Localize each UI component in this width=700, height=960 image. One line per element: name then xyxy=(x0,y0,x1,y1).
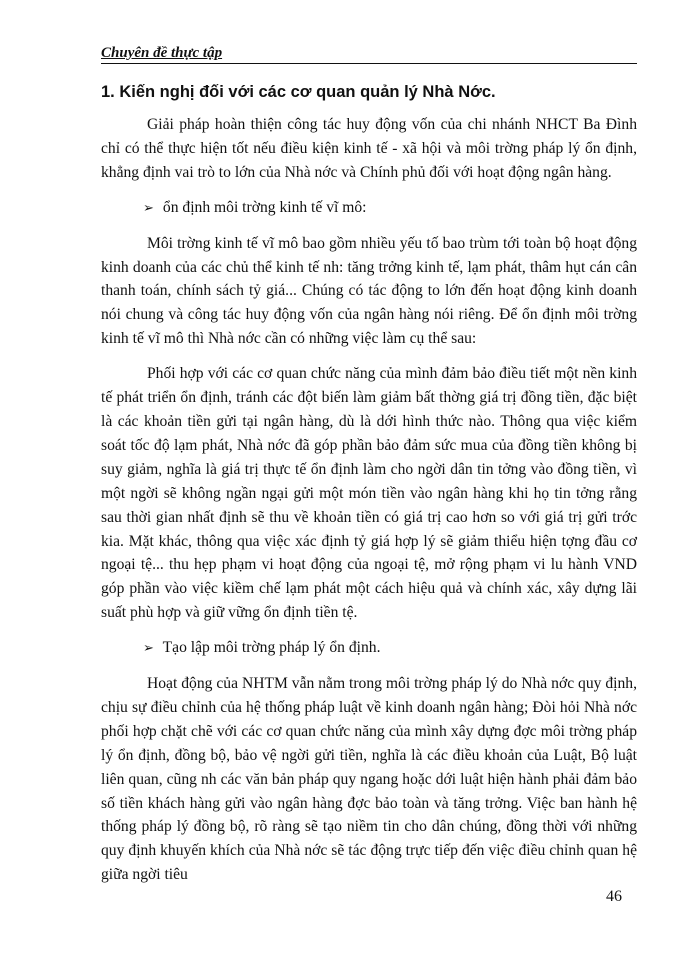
arrowhead-bullet-icon: ➢ xyxy=(143,200,154,216)
paragraph-legal: Hoạt động của NHTM vẫn nằm trong môi trờng pháp lý do Nhà nớc quy định, chịu sự điều chỉnh của hệ thống pháp luật về kinh doanh ngân hàng; Đòi hỏi Nhà nớc phối hợp chặt chẽ với các cơ quan chức năng của mình xây dựng đợc môi trờng pháp lý ổn định, đồng bộ, bảo vệ ngời gửi tiền, nghĩa là các điều khoản của Luật, Bộ luật liên quan, cũng nh các văn bản pháp quy ngang hoặc dới luật hiện hành phải đảm bảo số tiền khách hàng gửi vào ngân hàng đợc bảo toàn và tăng trởng. Việc ban hành hệ thống pháp lý đồng bộ, rõ ràng sẽ tạo niềm tin cho dân chúng, đồng thời với những quy định khuyến khích của Nhà nớc sẽ tác động trực tiếp đến việc điều chỉnh quan hệ giữa ngời tiêu xyxy=(101,675,637,884)
paragraph-intro: Giải pháp hoàn thiện công tác huy động vốn của chi nhánh NHCT Ba Đình chỉ có thể thực hiện tốt nếu điều kiện kinh tế - xã hội và môi trờng pháp lý ổn định, khẳng định vai trò to lớn của Nhà nớc và Chính phủ đối với hoạt động ngân hàng. xyxy=(101,116,637,181)
bullet-text: Tạo lập môi trờng pháp lý ổn định. xyxy=(162,639,381,657)
header-title: Chuyên đề thực tập xyxy=(101,45,223,61)
paragraph-coordination: Phối hợp với các cơ quan chức năng của mình đảm bảo điều tiết một nền kinh tế phát triển ổn định, tránh các đột biến làm giảm bất thờng giá trị đồng tiền, đặc biệt là các khoản tiền gửi tại ngân hàng, dù là dới hình thức nào. Thông qua việc kiểm soát tốc độ lạm phát, Nhà nớc đã góp phần bảo đảm sức mua của đồng tiền không bị suy giảm, nghĩa là giá trị thực tế ổn định làm cho ngời dân tin tởng vào đồng tiền, vì một ngời sẽ không ngần ngại gửi một món tiền vào ngân hàng khi họ tin tởng rằng sau thời gian nhất định sẽ thu về khoản tiền có giá trị cao hơn so với giá trị gửi trớc kia. Mặt khác, thông qua việc xác định tỷ giá hợp lý sẽ giảm thiểu hiện tợng đầu cơ ngoại tệ... thu hẹp phạm vi hoạt động của ngoại tệ, mở rộng phạm vi lu hành VND góp phần vào việc kiềm chế lạm phát một cách hiệu quả và chính xác, xây dựng lãi suất phù hợp và giữ vững ổn định tiền tệ. xyxy=(101,365,637,622)
paragraph-macro: Môi trờng kinh tế vĩ mô bao gồm nhiều yếu tố bao trùm tới toàn bộ hoạt động kinh doanh của các chủ thể kinh tế nh: tăng trởng kinh tế, lạm phát, thâm hụt cán cân thanh toán, chính sách tỷ giá... Chúng có tác động to lớn đến hoạt động kinh doanh nói chung và công tác huy động vốn của ngân hàng nói riêng. Để ổn định môi trờng kinh tế vĩ mô thì Nhà nớc cần có những việc làm cụ thể sau: xyxy=(101,234,637,348)
page-header xyxy=(101,44,637,64)
arrowhead-bullet-icon: ➢ xyxy=(143,641,154,657)
document-body xyxy=(101,113,637,887)
bullet-text: ổn định môi trờng kinh tế vĩ mô: xyxy=(162,198,367,216)
bullet-item xyxy=(101,196,637,221)
page-number: 46 xyxy=(606,888,622,905)
section-heading: 1. Kiến nghị đối với các cơ quan quản lý Nhà Nớc. xyxy=(101,83,496,101)
bullet-item xyxy=(101,636,637,661)
